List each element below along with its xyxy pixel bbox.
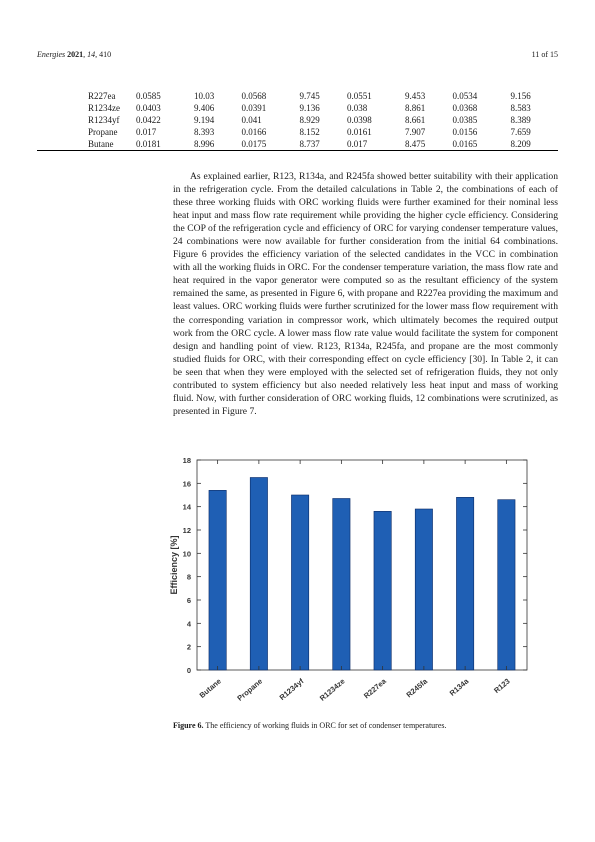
table-cell: 9.194: [194, 115, 215, 125]
y-tick-label: 16: [182, 479, 191, 489]
y-tick-label: 10: [182, 549, 191, 559]
y-tick-label: 6: [186, 596, 191, 605]
table-cell: 0.0391: [241, 103, 267, 113]
table-cell: 8.929: [299, 115, 320, 125]
y-tick-label: 18: [182, 456, 191, 465]
table-cell: 0.017: [347, 138, 405, 151]
table-cell: 9.453: [404, 91, 426, 101]
y-tick-label: 12: [182, 526, 191, 535]
journal-name: Energies: [37, 50, 66, 59]
table-cell: 0.0568: [241, 91, 267, 101]
table-cell: 0.0165: [452, 138, 510, 151]
y-tick-label: 0: [186, 666, 191, 675]
table-cell: 0.0422: [136, 115, 161, 125]
journal-year: 2021: [67, 50, 84, 59]
table-cell: 0.041: [241, 115, 262, 125]
table-row-label: Butane: [37, 138, 136, 151]
table-row: [37, 126, 558, 138]
figure-caption: [173, 721, 558, 730]
data-table: [37, 90, 558, 151]
table-cell: 7.659: [510, 127, 531, 137]
table-row-label: R1234ze: [88, 103, 120, 113]
table-cell: 0.0368: [452, 103, 478, 113]
page-header: [37, 50, 558, 64]
plot-frame: [197, 460, 527, 670]
bar-butane: [209, 490, 226, 670]
bar-r1234yf: [291, 495, 308, 670]
x-tick-label: R1234yf: [277, 676, 306, 703]
table-cell: 0.0161: [346, 127, 372, 137]
table-cell: 8.393: [194, 127, 215, 137]
table-cell: 0.0551: [346, 91, 372, 101]
table-cell: 8.737: [300, 138, 347, 151]
table-row-label: R1234yf: [88, 115, 120, 125]
y-tick-label: 8: [186, 572, 191, 582]
x-tick-label: Butane: [197, 676, 223, 700]
table-row-label: R227ea: [88, 91, 116, 101]
table-row: [37, 138, 558, 151]
y-tick-label: 2: [186, 642, 191, 652]
table-row: [37, 114, 558, 126]
table-cell: 0.017: [136, 127, 157, 137]
table-cell: 0.0156: [452, 127, 478, 137]
table-cell: 0.0398: [346, 115, 372, 125]
table-cell: 8.861: [404, 103, 426, 113]
bar-r227ea: [374, 511, 391, 670]
x-tick-label: R227ea: [361, 676, 388, 701]
table-cell: 9.745: [299, 91, 320, 101]
x-tick-label: R245fa: [404, 676, 430, 700]
table-cell: 0.0534: [452, 91, 478, 101]
table-row-label: Propane: [88, 127, 118, 137]
y-axis-label: Efficiency [%]: [169, 535, 179, 595]
table-cell: 0.0385: [452, 115, 478, 125]
table-cell: 8.661: [404, 115, 426, 125]
caption-label: Figure 6.: [173, 721, 204, 730]
table-cell: 8.152: [299, 127, 320, 137]
table-cell: 7.907: [404, 127, 426, 137]
table-cell: 8.389: [510, 115, 531, 125]
x-tick-label: Propane: [235, 676, 265, 703]
table-cell: 0.0166: [241, 127, 267, 137]
y-tick-label: 14: [182, 502, 191, 512]
x-tick-label: R134a: [447, 676, 471, 698]
table-row: [37, 90, 558, 102]
table-cell: 8.996: [194, 138, 241, 151]
bar-r123: [498, 500, 515, 670]
table-cell: 8.209: [510, 138, 558, 151]
body-paragraph: As explained earlier, R123, R134a, and R245fa showed better suitability with their application in the refrigeration cycle. From the detailed calculations in Table 2, the combinations of each of these three working fluids with ORC working fluids were further examined for their nominal less heat input and mass flow rate requirement while providing the higher cycle efficiency. Considering the COP of the refrigeration cycle and efficiency of ORC for varying condenser temperature values, 24 combinations were now available for further consideration from the initial 64 combinations. Figure 6 provides the efficiency variation of the selected candidates in the VCC in combination with all the working fluids in ORC. For the condenser temperature variation, the mass flow rate and heat required in the vapor generator were computed so as the resultant efficiency of the system remained the same, as presented in Figure 6, with propane and R227ea providing the maximum and least values. ORC working fluids were further scrutinized for the lower mass flow requirement with the corresponding variation in compressor work, which ultimately becomes the required output work from the ORC cycle. A lower mass flow rate value would facilitate the system for component design and handling point of view. R123, R134a, R245fa, and propane are the most commonly studied fluids for ORC, with their corresponding effect on cycle efficiency [30]. In Table 2, it can be seen that when they were employed with the selected set of refrigeration fluids, they not only contributed to system efficiency but also needed relatively less heat input and mass of working fluid. Now, with further consideration of ORC working fluids, 12 combinations were scrutinized, as presented in Figure 7.: [173, 171, 558, 417]
table-cell: 0.038: [346, 103, 368, 113]
table-cell: 8.475: [405, 138, 452, 151]
table-cell: 9.406: [194, 103, 215, 113]
bar-r134a: [456, 497, 473, 670]
x-tick-label: R123: [492, 676, 512, 696]
table-cell: 8.583: [510, 103, 531, 113]
table-cell: 0.0181: [136, 138, 194, 151]
journal-volume: 14: [87, 50, 96, 59]
bar-r1234ze: [333, 499, 350, 671]
table-cell: 0.0585: [136, 91, 161, 101]
caption-text: The efficiency of working fluids in ORC for set of condenser temperatures.: [205, 721, 447, 730]
y-tick-label: 4: [186, 619, 191, 629]
article-number: 410: [99, 50, 112, 59]
page-number: 11 of 15: [531, 50, 558, 59]
x-tick-label: R1234ze: [317, 676, 347, 703]
efficiency-bar-chart: [165, 452, 545, 717]
bar-r245fa: [415, 509, 432, 670]
table-cell: 0.0403: [136, 103, 161, 113]
table-cell: 0.0175: [241, 138, 299, 151]
bar-propane: [250, 478, 267, 671]
table-cell: 9.136: [299, 103, 320, 113]
journal-citation: Energies 2021, 14, 410: [37, 50, 112, 59]
table-cell: 10.03: [194, 91, 215, 101]
table-row: [37, 102, 558, 114]
table-cell: 9.156: [510, 91, 531, 101]
